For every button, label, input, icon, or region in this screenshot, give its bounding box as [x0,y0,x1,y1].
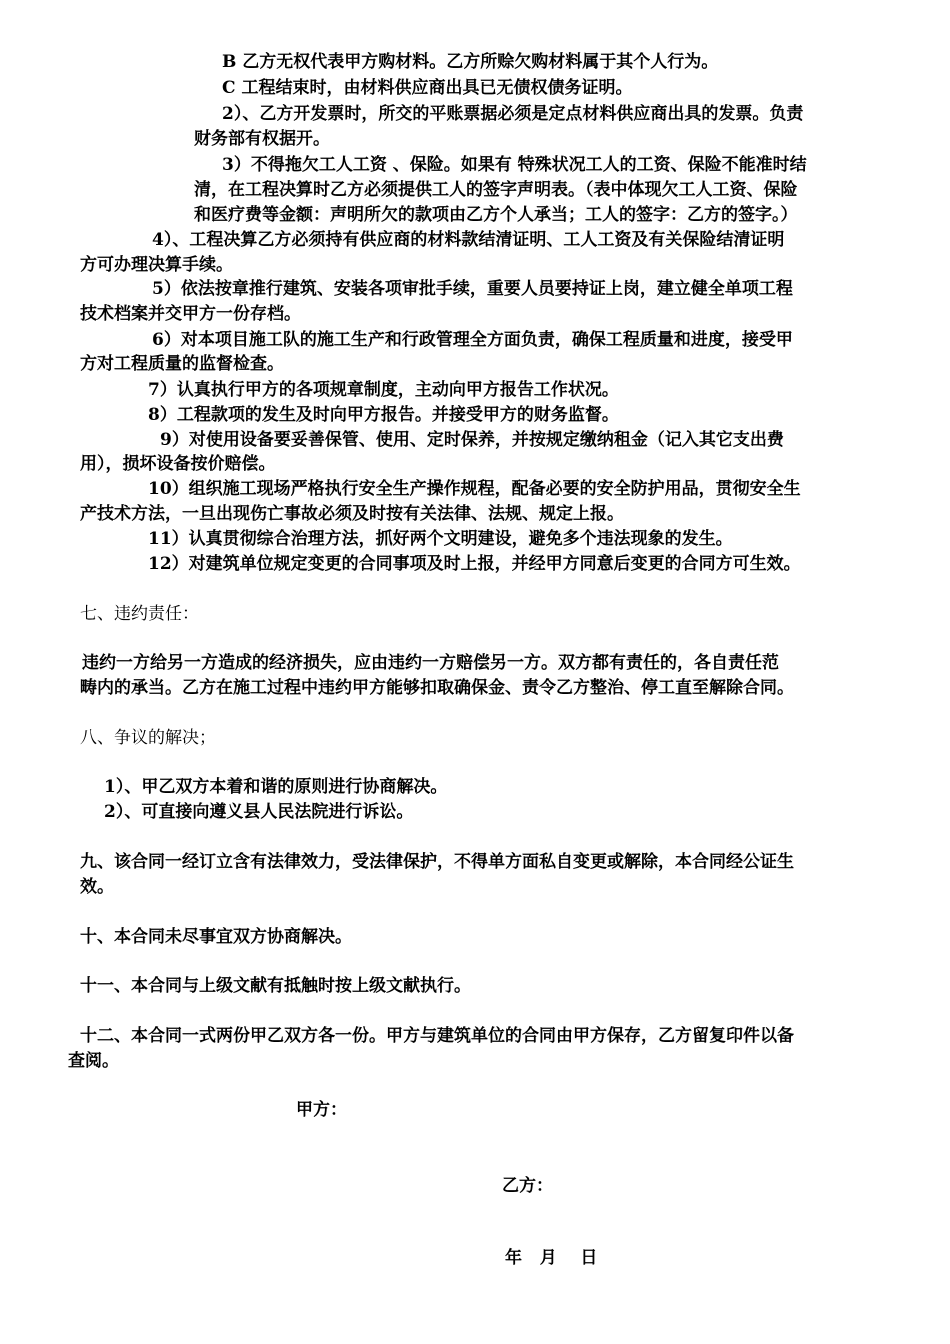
clause-6-6-line2: 方对工程质量的监督检查。 [80,354,284,374]
clause-6-7: 7）认真执行甲方的各项规章制度，主动向甲方报告工作状况。 [148,380,619,400]
section-12-line2: 查阅。 [68,1051,119,1071]
clause-6-9-line2: 用），损坏设备按价赔偿。 [80,454,276,474]
party-a-signature: 甲方： [296,1100,347,1120]
clause-6-3-line3: 和医疗费等金额：声明所欠的款项由乙方个人承当；工人的签字：乙方的签字。） [194,205,798,225]
signature-date: 年 月 日 [505,1248,598,1268]
clause-6-1c: C 工程结束时，由材料供应商出具已无债权债务证明。 [222,78,633,98]
section-9-line2: 效。 [80,877,114,897]
clause-6-4-line2: 方可办理决算手续。 [80,255,233,275]
section-8-item1: 1）、甲乙双方本着和谐的原则进行协商解决。 [104,777,448,797]
clause-6-1b: B 乙方无权代表甲方购材料。乙方所赊欠购材料属于其个人行为。 [222,52,719,72]
clause-6-2-line2: 财务部有权据开。 [194,129,330,149]
party-b-signature: 乙方： [502,1176,553,1196]
clause-6-3-line1: 3）不得拖欠工人工资 、保险。如果有 特殊状况工人的工资、保险不能准时结 [222,155,807,175]
section-10: 十、本合同未尽事宜双方协商解决。 [80,927,352,947]
section-8-heading: 八、争议的解决； [80,728,216,748]
clause-6-5-line1: 5）依法按章推行建筑、安装各项审批手续，重要人员要持证上岗，建立健全单项工程 [152,279,793,299]
section-11: 十一、本合同与上级文献有抵触时按上级文献执行。 [80,976,471,996]
clause-6-5-line2: 技术档案并交甲方一份存档。 [80,304,301,324]
section-7-body-line2: 畴内的承当。乙方在施工过程中违约甲方能够扣取确保金、责令乙方整治、停工直至解除合同。 [80,678,794,698]
section-7-heading: 七、违约责任： [80,604,199,624]
clause-6-9-line1: 9）对使用设备要妥善保管、使用、定时保养，并按规定缴纳租金（记入其它支出费 [160,430,784,450]
clause-6-6-line1: 6）对本项目施工队的施工生产和行政管理全方面负责，确保工程质量和进度，接受甲 [152,330,793,350]
section-7-body-line1: 违约一方给另一方造成的经济损失，应由违约一方赔偿另一方。双方都有责任的，各自责任范 [82,653,779,673]
section-12-line1: 十二、本合同一式两份甲乙双方各一份。甲方与建筑单位的合同由甲方保存，乙方留复印件以备 [80,1026,794,1046]
clause-6-4-line1: 4）、工程决算乙方必须持有供应商的材料款结清证明、工人工资及有关保险结清证明 [152,230,785,250]
clause-6-10-line2: 产技术方法，一旦出现伤亡事故必须及时按有关法律、法规、规定上报。 [80,504,624,524]
section-9-line1: 九、该合同一经订立含有法律效力，受法律保护，不得单方面私自变更或解除，本合同经公证生 [80,852,794,872]
clause-6-10-line1: 10）组织施工现场严格执行安全生产操作规程，配备必要的安全防护用品，贯彻安全生 [148,479,801,499]
clause-6-8: 8）工程款项的发生及时向甲方报告。并接受甲方的财务监督。 [148,405,619,425]
clause-6-11: 11）认真贯彻综合治理方法，抓好两个文明建设，避免多个违法现象的发生。 [148,529,733,549]
clause-6-12: 12）对建筑单位规定变更的合同事项及时上报，并经甲方同意后变更的合同方可生效。 [148,554,801,574]
clause-6-2-line1: 2）、乙方开发票时，所交的平账票据必须是定点材料供应商出具的发票。负责 [222,104,804,124]
clause-6-3-line2: 清，在工程决算时乙方必须提供工人的签字声明表。（表中体现欠工人工资、保险 [194,180,798,200]
section-8-item2: 2）、可直接向遵义县人民法院进行诉讼。 [104,802,414,822]
